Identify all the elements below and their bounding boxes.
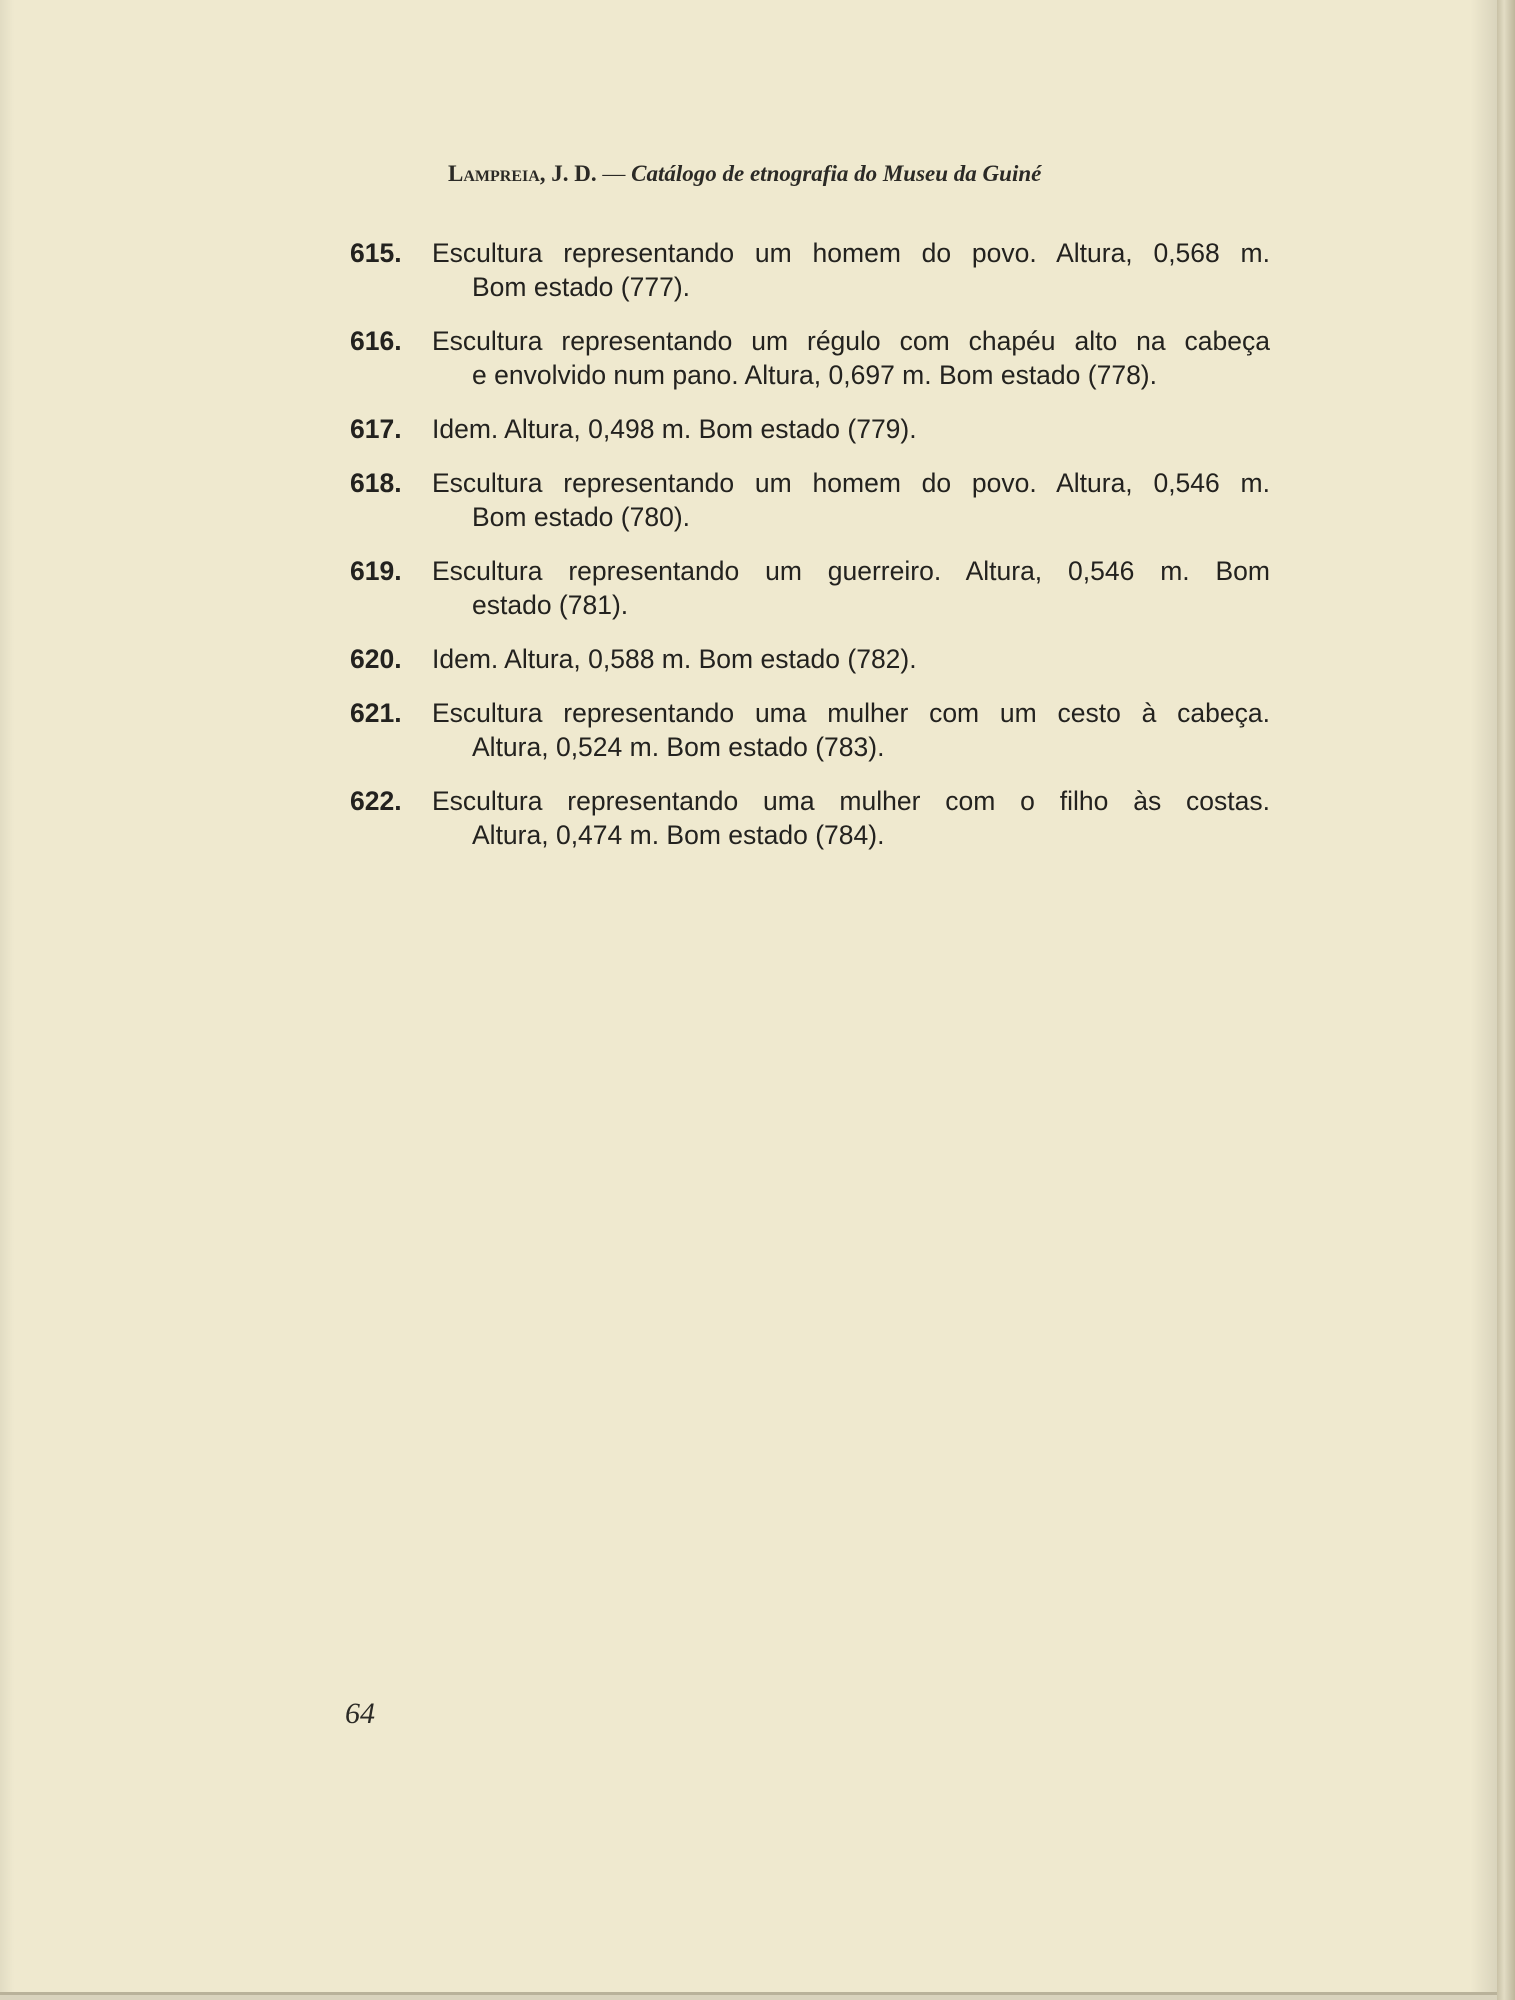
page-edge <box>1497 0 1515 2000</box>
entry-text-line: Escultura representando uma mulher com um cesto à cabeça. <box>432 698 1270 728</box>
catalog-entry-617 <box>350 412 1270 446</box>
entry-text-line: Escultura representando um régulo com chapéu alto na cabeça <box>432 326 1270 356</box>
entry-text-line: Altura, 0,524 m. Bom estado (783). <box>472 732 885 762</box>
catalog-entry-615 <box>350 236 1270 304</box>
catalog-entry-622 <box>350 784 1270 852</box>
entry-number: 619. <box>350 556 402 586</box>
entry-text-line: Escultura representando uma mulher com o filho às costas. <box>432 786 1270 816</box>
catalog-entry-620 <box>350 642 1270 676</box>
catalog-entry-616 <box>350 324 1270 392</box>
entry-number: 615. <box>350 238 402 268</box>
entry-number: 622. <box>350 786 402 816</box>
page-number: 64 <box>345 1697 375 1730</box>
entry-number: 616. <box>350 326 402 356</box>
header-title: Catálogo de etnografia do Museu da Guiné <box>631 161 1042 186</box>
entry-number: 620. <box>350 644 402 674</box>
header-author: Lampreia, J. D. <box>448 161 597 186</box>
entry-text-line: Bom estado (780). <box>472 502 691 532</box>
catalog-entry-621 <box>350 696 1270 764</box>
entry-text-line: Idem. Altura, 0,588 m. Bom estado (782). <box>432 644 917 674</box>
entry-text-line: Altura, 0,474 m. Bom estado (784). <box>472 820 885 850</box>
entry-text-line: Escultura representando um homem do povo. Altura, 0,568 m. <box>432 238 1270 268</box>
entry-text-line: Escultura representando um homem do povo. Altura, 0,546 m. <box>432 468 1270 498</box>
entry-number: 617. <box>350 414 402 444</box>
running-header <box>448 161 1168 187</box>
catalog-entry-619 <box>350 554 1270 622</box>
entry-text-line: Bom estado (777). <box>472 272 691 302</box>
entry-number: 621. <box>350 698 402 728</box>
entry-text-line: e envolvido num pano. Altura, 0,697 m. Bom estado (778). <box>472 360 1157 390</box>
entry-text-line: Escultura representando um guerreiro. Altura, 0,546 m. Bom <box>432 556 1270 586</box>
entry-text-line: estado (781). <box>472 590 629 620</box>
header-dash: — <box>596 161 632 186</box>
catalog-entries <box>350 236 1270 872</box>
catalog-entry-618 <box>350 466 1270 534</box>
entry-text-line: Idem. Altura, 0,498 m. Bom estado (779). <box>432 414 917 444</box>
entry-number: 618. <box>350 468 402 498</box>
